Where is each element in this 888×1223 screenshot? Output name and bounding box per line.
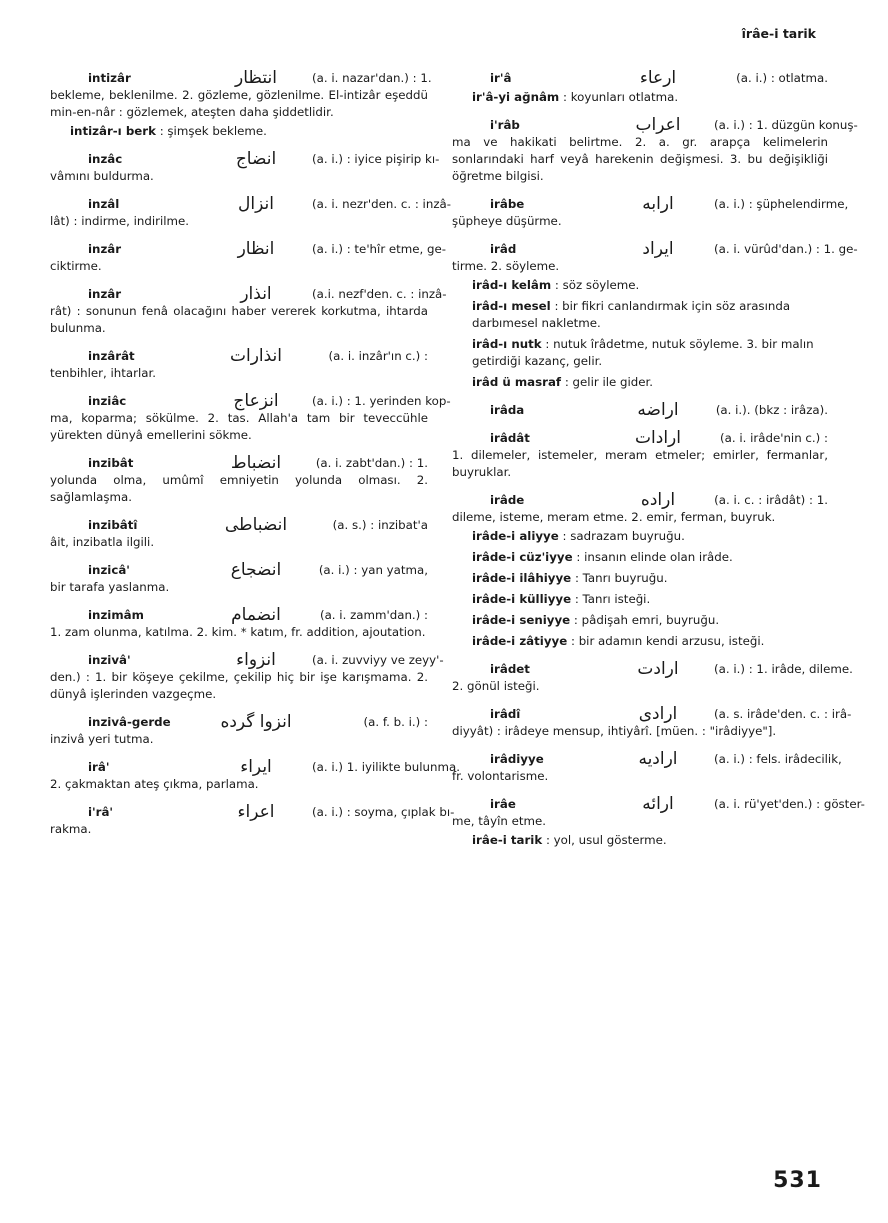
sub-entry <box>472 374 828 391</box>
headword: inzimâm <box>88 608 144 622</box>
definition-text: rât) : sonunun fenâ olacağını haber vererek korkutma, ihtarda bulunma. <box>50 304 428 335</box>
entry-headline <box>50 455 428 472</box>
sub-term: irâd-ı mesel <box>472 299 551 313</box>
dictionary-entry <box>452 659 853 695</box>
sub-entry <box>472 612 828 629</box>
arabic-script: ارادیه <box>638 749 678 769</box>
entry-headline <box>452 659 853 679</box>
etymology: (a. i.) : fels. irâdecilik, <box>714 752 842 766</box>
sub-definition: : şimşek bekleme. <box>159 124 267 138</box>
sub-entry <box>472 298 828 332</box>
headword: irâdî <box>490 707 521 721</box>
entry-headline <box>50 391 451 411</box>
arabic-script: انذارات <box>229 346 283 366</box>
arabic-script: ایراء <box>240 757 272 777</box>
sub-term: intizâr-ı berk <box>70 124 156 138</box>
definition-text: lât) : indirme, indirilme. <box>50 214 190 228</box>
headword: irâdiyye <box>490 752 544 766</box>
headword: inzâl <box>88 197 120 211</box>
arabic-script: ارابه <box>642 194 674 214</box>
arabic-script: انضجاع <box>230 560 282 580</box>
headword: irâd <box>490 242 517 256</box>
sub-definition: : bir fikri canlandırmak için söz arasında darbımesel nakletme. <box>472 299 791 330</box>
etymology: (a. s. irâde'den. c. : irâ- <box>714 707 852 721</box>
etymology: (a. i.) : te'hîr etme, ge- <box>312 242 447 256</box>
sub-entry <box>472 633 828 650</box>
arabic-script: ارعاء <box>639 68 677 88</box>
etymology: (a. i.) 1. iyilikte bulunma. <box>312 760 460 774</box>
sub-term: irâde-i külliyye <box>472 592 572 606</box>
entry-headline <box>50 194 451 214</box>
entry-headline <box>50 517 428 534</box>
dictionary-entry <box>50 757 460 793</box>
etymology: (a. i.) : 1. düzgün konuş- <box>714 118 858 132</box>
etymology: (a. i.) : şüphelendirme, <box>714 197 849 211</box>
definition-text: rakma. <box>50 822 92 836</box>
definition-text: ma ve hakikati belirtme. 2. a. gr. arapça kelimelerin sonlarındaki harf veyâ harekenin değişmesi. 3. bu değişikliği öğretme bilgisi. <box>452 135 828 183</box>
sub-entry <box>472 570 828 587</box>
sub-entry <box>472 549 828 566</box>
definition-text: dileme, isteme, meram etme. 2. emir, ferman, buyruk. <box>452 510 776 524</box>
sub-term: irâde-i seniyye <box>472 613 571 627</box>
headword: i'râb <box>490 118 520 132</box>
headword: irâde <box>490 493 525 507</box>
headword: i'râ' <box>88 805 114 819</box>
dictionary-entry <box>50 802 455 838</box>
arabic-script: انزال <box>238 194 274 214</box>
sub-definition: : söz söyleme. <box>554 278 640 292</box>
dictionary-entry <box>50 714 428 748</box>
sub-entry <box>472 591 828 608</box>
entry-headline <box>452 794 865 814</box>
sub-term: irâde-i ilâhiyye <box>472 571 572 585</box>
etymology: (a. i. zamm'dan.) : <box>319 608 428 622</box>
dictionary-entry <box>50 517 428 551</box>
dictionary-entry <box>452 430 828 481</box>
entry-headline <box>50 239 447 259</box>
headword: ir'â <box>490 71 512 85</box>
headword: irâ' <box>88 760 110 774</box>
etymology: (a. i.) : 1. irâde, dileme. <box>714 662 853 676</box>
definition-text: âit, inzibatla ilgili. <box>50 535 155 549</box>
headword: irâe <box>490 797 516 811</box>
dictionary-entry <box>452 749 842 785</box>
etymology: (a. s.) : inzibat'a <box>332 518 428 532</box>
arabic-script: انزعاج <box>233 391 279 411</box>
etymology: (a. i.) : soyma, çıplak bı- <box>312 805 455 819</box>
arabic-script: انزوا گرده <box>220 712 292 732</box>
arabic-script: ارادات <box>635 428 681 448</box>
dictionary-entry <box>452 704 852 740</box>
headword: inzârât <box>88 349 135 363</box>
entry-headline <box>50 607 428 624</box>
definition-text: ciktirme. <box>50 259 102 273</box>
definition-text: bekleme, beklenilme. 2. gözleme, gözlenilme. El-intizâr eşeddü min-en-nâr : gözlemek, ateşten daha şiddetlidir. <box>50 88 428 119</box>
entry-headline <box>452 749 842 769</box>
etymology: (a. i.) : iyice pişirip kı- <box>312 152 440 166</box>
definition-text: yolunda olma, umûmî emniyetin yolunda olması. 2. sağlamlaşma. <box>50 473 428 504</box>
sub-definition: : bir adamın kendi arzusu, isteği. <box>570 634 765 648</box>
etymology: (a. i.) : yan yatma, <box>318 563 428 577</box>
entry-headline <box>50 714 428 731</box>
sub-entry <box>472 89 828 106</box>
etymology: (a. i. irâde'nin c.) : <box>720 431 828 445</box>
entry-headline <box>452 402 828 419</box>
headword: inzâr <box>88 242 122 256</box>
etymology: (a. i. rü'yet'den.) : göster- <box>714 797 865 811</box>
sub-entry <box>472 528 828 545</box>
headword: inziâc <box>88 394 127 408</box>
definition-text: diyyât) : irâdeye mensup, ihtiyârî. [müen. : "irâdiyye"]. <box>452 724 777 738</box>
arabic-script: ارادی <box>638 704 678 724</box>
sub-definition: : sadrazam buyruğu. <box>562 529 685 543</box>
sub-definition: : gelir ile gider. <box>564 375 654 389</box>
headword: irâdât <box>490 431 530 445</box>
definition-text: tenbihler, ihtarlar. <box>50 366 156 380</box>
sub-definition: : koyunları otlatma. <box>562 90 679 104</box>
entry-headline <box>50 68 432 88</box>
definition-text: 2. gönül isteği. <box>452 679 540 693</box>
arabic-script: انتظار <box>235 68 277 88</box>
headword: inzibât <box>88 456 134 470</box>
dictionary-entry <box>50 348 428 382</box>
etymology: (a. i.) : 1. yerinden kop- <box>312 394 451 408</box>
etymology: (a.i. nezf'den. c. : inzâ- <box>312 287 447 301</box>
entry-headline <box>452 430 828 447</box>
definition-text: fr. volontarisme. <box>452 769 549 783</box>
sub-entry <box>472 832 828 849</box>
entry-headline <box>452 194 849 214</box>
headword: inzivâ' <box>88 653 131 667</box>
entry-headline <box>50 650 444 670</box>
entry-headline <box>452 492 828 509</box>
dictionary-entry <box>452 794 865 849</box>
definition-text: inzivâ yeri tutma. <box>50 732 154 746</box>
sub-term: irâde-i zâtiyye <box>472 634 568 648</box>
etymology: (a. i. zabt'dan.) : 1. <box>315 456 428 470</box>
arabic-script: انذار <box>240 284 272 304</box>
entry-headline <box>50 802 455 822</box>
sub-entry <box>472 277 828 294</box>
entry-headline <box>50 149 440 169</box>
etymology: (a. i.) : otlatma. <box>736 71 828 85</box>
etymology: (a. f. b. i.) : <box>363 715 428 729</box>
etymology: (a. i. inzâr'ın c.) : <box>328 349 428 363</box>
sub-term: irâe-i tarik <box>472 833 543 847</box>
definition-text: 2. çakmaktan ateş çıkma, parlama. <box>50 777 259 791</box>
dictionary-entry <box>50 650 444 703</box>
sub-definition: : pâdişah emri, buyruğu. <box>573 613 720 627</box>
entry-headline <box>452 704 852 724</box>
headword: irâda <box>490 403 525 417</box>
sub-entry <box>472 336 828 370</box>
entry-headline <box>50 348 428 365</box>
arabic-script: اعراب <box>635 115 681 135</box>
sub-definition: : nutuk îrâdetme, nutuk söyleme. 3. bir malın getirdiği kazanç, gelir. <box>472 337 814 368</box>
headword: inzicâ' <box>88 563 130 577</box>
arabic-script: اراضه <box>637 400 679 420</box>
dictionary-entry <box>50 562 428 596</box>
etymology: (a. i. c. : irâdât) : 1. <box>714 493 828 507</box>
dictionary-entry <box>452 70 828 106</box>
sub-term: ir'â-yi ağnâm <box>472 90 560 104</box>
sub-entry <box>70 123 428 140</box>
sub-term: irâde-i cüz'iyye <box>472 550 573 564</box>
definition-text: me, tâyîn etme. <box>452 814 546 828</box>
dictionary-entry <box>452 239 858 391</box>
arabic-script: ایراد <box>642 239 674 259</box>
arabic-script: انضاج <box>235 149 277 169</box>
headword: inzâc <box>88 152 123 166</box>
etymology: (a. i. vürûd'dan.) : 1. ge- <box>714 242 858 256</box>
definition-text: ma, koparma; sökülme. 2. tas. Allah'a tam bir teveccühle yürekten dünyâ emellerini sökme. <box>50 411 428 442</box>
sub-term: irâd ü masraf <box>472 375 562 389</box>
sub-definition: : Tanrı buyruğu. <box>574 571 668 585</box>
definition-text: vâmını buldurma. <box>50 169 154 183</box>
headword: intizâr <box>88 71 131 85</box>
arabic-script: انضباط <box>230 453 282 473</box>
definition-text: 1. zam olunma, katılma. 2. kim. * katım, fr. addition, ajoutation. <box>50 625 426 639</box>
definition-text: den.) : 1. bir köşeye çekilme, çekilip hiç bir işe karışmama. 2. dünyâ işlerinden vazgeçme. <box>50 670 428 701</box>
headword: inzâr <box>88 287 122 301</box>
arabic-script: اعراء <box>237 802 275 822</box>
entry-headline <box>452 239 858 259</box>
sub-term: irâd-ı kelâm <box>472 278 552 292</box>
dictionary-entry <box>50 391 451 444</box>
headword: inzibâtî <box>88 518 138 532</box>
arabic-script: انزواء <box>236 650 276 670</box>
headword: irâbe <box>490 197 525 211</box>
dictionary-entry <box>50 455 428 506</box>
headword: irâdet <box>490 662 530 676</box>
left-column <box>50 68 460 849</box>
definition-text: tirme. 2. söyleme. <box>452 259 560 273</box>
dictionary-entry <box>50 149 440 185</box>
arabic-script: انضمام <box>231 605 281 625</box>
arabic-script: اراده <box>640 490 676 510</box>
sub-definition: : Tanrı isteği. <box>574 592 651 606</box>
headword: inzivâ-gerde <box>88 715 171 729</box>
arabic-script: انضباطی <box>224 515 288 535</box>
right-column <box>452 68 865 860</box>
definition-text: 1. dilemeler, istemeler, meram etmeler; emirler, fermanlar, buyruklar. <box>452 448 828 479</box>
dictionary-entry <box>452 194 849 230</box>
dictionary-entry <box>50 239 447 275</box>
dictionary-entry <box>50 607 428 641</box>
arabic-script: ارائه <box>642 794 674 814</box>
running-head: îrâe-i tarik <box>741 26 816 41</box>
dictionary-entry <box>50 284 447 337</box>
sub-term: irâd-ı nutk <box>472 337 542 351</box>
entry-headline <box>50 284 447 304</box>
entry-headline <box>50 562 428 579</box>
entry-headline <box>452 70 828 87</box>
arabic-script: انظار <box>237 239 275 259</box>
entry-headline <box>452 115 858 135</box>
definition-text: şüpheye düşürme. <box>452 214 562 228</box>
dictionary-entry <box>452 115 858 185</box>
page-number: 531 <box>773 1168 822 1193</box>
dictionary-entry <box>50 194 451 230</box>
sub-term: irâde-i aliyye <box>472 529 559 543</box>
etymology: (a. i. nazar'dan.) : 1. <box>312 71 432 85</box>
etymology: (a. i. nezr'den. c. : inzâ- <box>312 197 451 211</box>
sub-definition: : insanın elinde olan irâde. <box>576 550 733 564</box>
sub-definition: : yol, usul gösterme. <box>545 833 667 847</box>
entry-headline <box>50 757 460 777</box>
dictionary-entry <box>452 492 828 650</box>
etymology: (a. i. zuvviyy ve zeyy'- <box>312 653 444 667</box>
definition-text: bir tarafa yaslanma. <box>50 580 170 594</box>
dictionary-entry <box>452 402 828 419</box>
dictionary-entry <box>50 68 432 140</box>
etymology: (a. i.). (bkz : irâza). <box>715 403 828 417</box>
arabic-script: ارادت <box>637 659 679 679</box>
